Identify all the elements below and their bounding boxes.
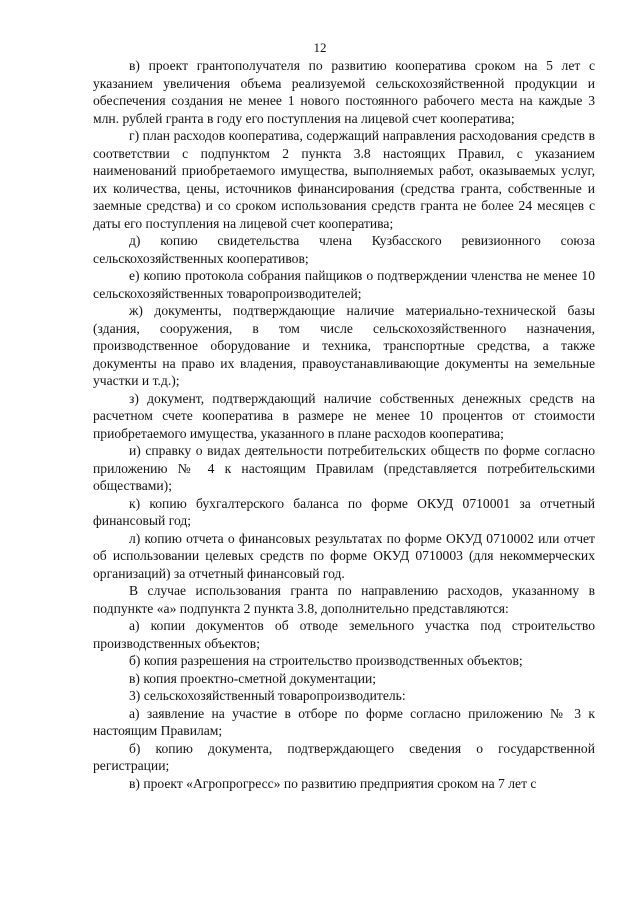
paragraph-g-expense-plan: г) план расходов кооператива, содержащий направления расходования средств в соответствии с подпунктом 2 пункта 3.8 настоящих Правил, с указанием наименований приобретаемого имущества, выполняемых работ, оказываемых услуг, их количества, цены, источников финансирования (средства гранта, собственные и заемные средства) и со сроком использования средств гранта не более 24 месяцев с даты его поступления на лицевой счет кооператива;	[93, 128, 595, 231]
paragraph-k-balance-sheet: к) копию бухгалтерского баланса по форме ОКУД 0710001 за отчетный финансовый год;	[93, 495, 595, 528]
body-text	[93, 57, 595, 792]
paragraph-d-union-certificate: д) копию свидетельства члена Кузбасского ревизионного союза сельскохозяйственных кооперативов;	[93, 233, 595, 266]
paragraph-3-agricultural-producer: 3) сельскохозяйственный товаропроизводитель:	[129, 688, 406, 703]
paragraph-z-own-funds: з) документ, подтверждающий наличие собственных денежных средств на расчетном счете кооператива в размере не менее 10 процентов от стоимости приобретаемого имущества, указанного в плане расходов кооператива;	[93, 390, 595, 441]
paragraph-v-design-estimate: в) копия проектно-сметной документации;	[129, 670, 377, 686]
paragraph-zh-material-base: ж) документы, подтверждающие наличие материально-технической базы (здания, сооружения, в том числе сельскохозяйственного назначения, производственное оборудование и техника, транспортные средства, а также документы на право их владения, правоустанавливающие документы на земельные участки и т.д.);	[93, 303, 595, 388]
paragraph-e-shareholders-protocol: е) копию протокола собрания пайщиков о подтверждении членства не менее 10 сельскохозяйственных товаропроизводителей;	[93, 268, 595, 301]
page-number: 12	[313, 40, 327, 55]
paragraph-i-activity-certificate: и) справку о видах деятельности потребительских обществ по форме согласно приложению № 4 к настоящим Правилам (представляется потребительскими обществами);	[93, 443, 595, 493]
paragraph-v-agroprogress-project: в) проект «Агропрогресс» по развитию предприятия сроком на 7 лет с	[129, 775, 537, 791]
paragraph-v-cooperative-project: в) проект грантополучателя по развитию кооператива сроком на 5 лет с указанием увеличения объема реализуемой сельскохозяйственной продукции и обеспечения создания не менее 1 нового постоянного рабочего места на каждые 3 млн. рублей гранта в году его поступления на лицевой счет кооператива;	[93, 58, 595, 126]
paragraph-l-financial-results: л) копию отчета о финансовых результатах по форме ОКУД 0710002 или отчет об использовании целевых средств по форме ОКУД 0710003 (для некоммерческих организаций) за отчетный финансовый год.	[93, 530, 595, 581]
paragraph-b-registration-document: б) копию документа, подтверждающего сведения о государственной регистрации;	[93, 740, 595, 773]
paragraph-a-application: а) заявление на участие в отборе по форме согласно приложению № 3 к настоящим Правилам;	[93, 705, 595, 738]
paragraph-additional-documents-intro: В случае использования гранта по направлению расходов, указанному в подпункте «а» подпункта 2 пункта 3.8, дополнительно представляются:	[93, 583, 595, 616]
paragraph-a-land-allocation: а) копии документов об отводе земельного участка под строительство производственных объектов;	[93, 618, 595, 651]
paragraph-b-construction-permit: б) копия разрешения на строительство производственных объектов;	[129, 653, 523, 668]
